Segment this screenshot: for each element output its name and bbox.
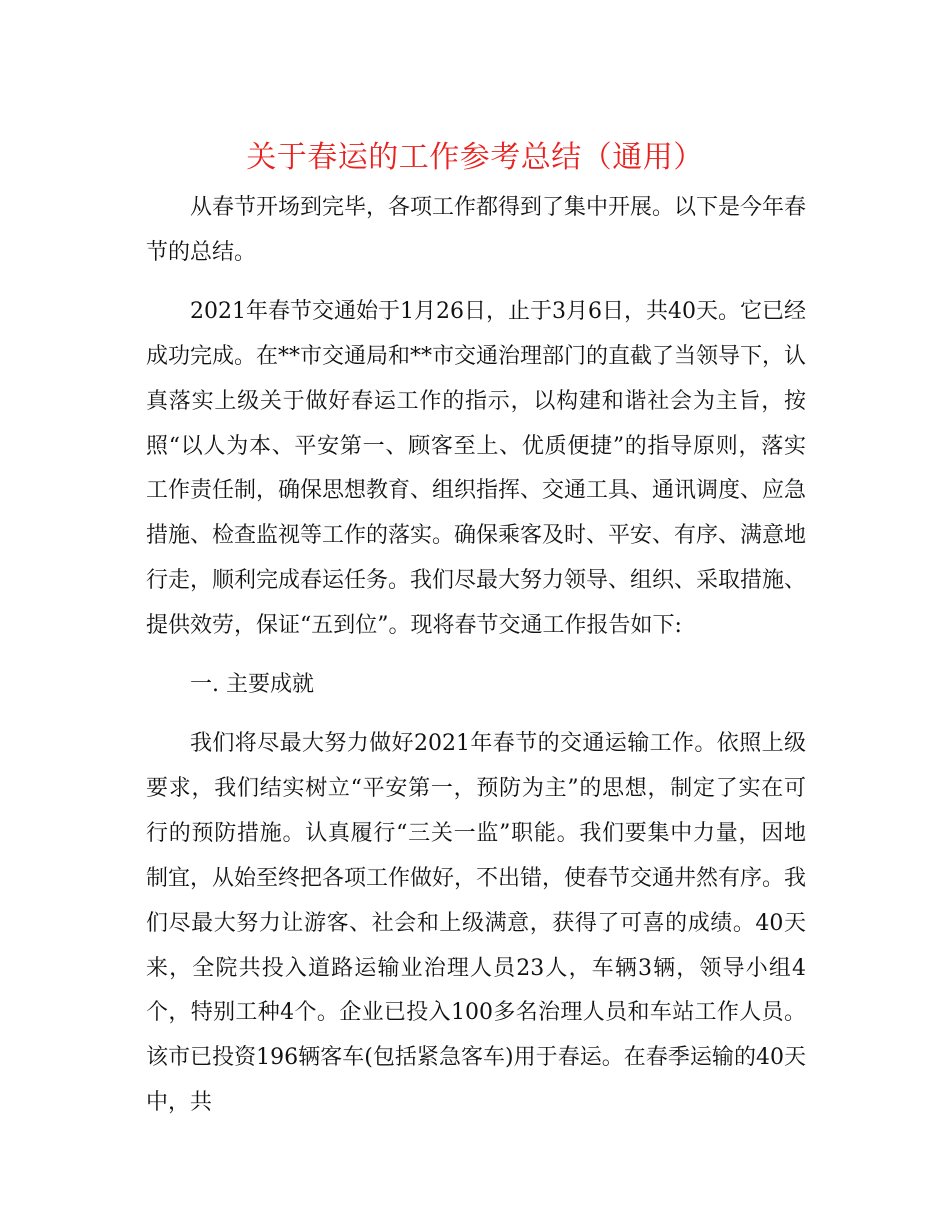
paragraph-overview: 2021年春节交通始于1月26日，止于3月6日，共40天。它已经成功完成。在**市交通局和**市交通治理部门的直截了当领导下，认真落实上级关于做好春运工作的指示，以构建和谐社会为主旨，按照“以人为本、平安第一、顾客至上、优质便捷”的指导原则，落实工作责任制，确保思想教育、组织指挥、交通工具、通讯调度、应急措施、检查监视等工作的落实。确保乘客及时、平安、有序、满意地行走，顺利完成春运任务。我们尽最大努力领导、组织、采取措施、提供效劳，保证“五到位”。现将春节交通工作报告如下: [146,298,807,639]
paragraph-intro: 从春节开场到完毕，各项工作都得到了集中开展。以下是今年春节的总结。 [146,195,807,265]
document-title: 关于春运的工作参考总结（通用） [246,140,704,175]
paragraph-achievements: 我们将尽最大努力做好2021年春节的交通运输工作。依照上级要求，我们结实树立“平安第一，预防为主”的思想，制定了实在可行的预防措施。认真履行“三关一监”职能。我们要集中力量，因地制宜，从始至终把各项工作做好，不出错，使春节交通井然有序。我们尽最大努力让游客、社会和上级满意，获得了可喜的成绩。40天来，全院共投入道路运输业治理人员23人，车辆3辆，领导小组4个，特别工种4个。企业已投入100多名治理人员和车站工作人员。该市已投资196辆客车(包括紧急客车)用于春运。在春季运输的40天中，共 [146,730,807,1116]
section-heading-main-achievements: 一. 主要成就 [190,672,314,698]
document-body [146,186,806,1140]
